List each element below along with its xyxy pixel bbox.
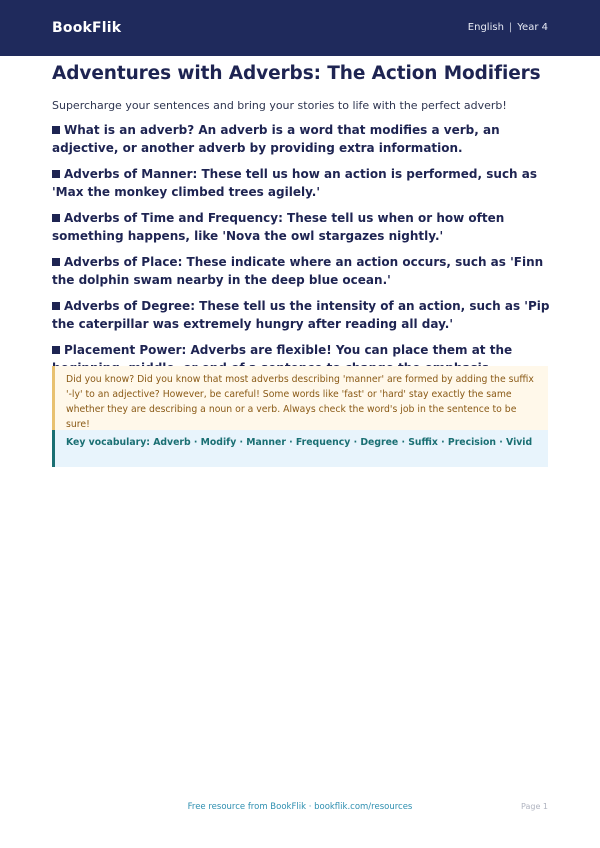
footer-resource-link[interactable]: Free resource from BookFlik · bookflik.com/resources (187, 802, 413, 812)
page-title: Adventures with Adverbs: The Action Modifiers (52, 63, 541, 84)
key-vocabulary-box (52, 430, 548, 467)
list-item (52, 165, 552, 201)
top-header-bar (0, 0, 600, 56)
square-bullet-icon (52, 126, 60, 134)
key-points-list (52, 121, 552, 385)
square-bullet-icon (52, 346, 60, 354)
list-item-text: Placement Power: Adverbs are flexible! You can place them at the (64, 343, 513, 357)
subject-label: English (467, 22, 504, 33)
square-bullet-icon (52, 302, 60, 310)
list-item-text: Adverbs of Place: These indicate where an action occurs, such as 'Finn the dolphin swam nearby in the deep blue ocean.' (52, 255, 544, 287)
page-subtitle: Supercharge your sentences and bring your stories to life with the perfect adverb! (52, 99, 507, 112)
header-meta (468, 0, 548, 56)
list-item (52, 253, 552, 289)
callout-text: Did you know? Did you know that most adverbs describing 'manner' are formed by adding the suffix '-ly' to an adjective? However, be careful! Some words like 'fast' or 'hard' stay exactly the same whether they are describing a noun or a verb. Always check the word's job in the sentence to be sure! (66, 374, 534, 430)
square-bullet-icon (52, 170, 60, 178)
list-item-text: Adverbs of Time and Frequency: These tell us when or how often something happens, like 'Nova the owl stargazes nightly.' (52, 211, 505, 243)
brand-logo-text[interactable]: BookFlik (52, 20, 122, 36)
list-item (52, 209, 552, 245)
year-label: Year 4 (517, 22, 548, 33)
list-item (52, 297, 552, 333)
list-item-text: What is an adverb? An adverb is a word that modifies a verb, an adjective, or another adverb by providing extra information. (52, 123, 500, 155)
list-item (52, 121, 552, 157)
page-number: Page 1 (521, 802, 548, 811)
list-item-text: Adverbs of Degree: These tell us the intensity of an action, such as 'Pip the caterpillar was extremely hungry after reading all day.' (52, 299, 550, 331)
square-bullet-icon (52, 214, 60, 222)
list-item-text: Adverbs of Manner: These tell us how an action is performed, such as 'Max the monkey climbed trees agilely.' (52, 167, 538, 199)
vocabulary-text: Key vocabulary: Adverb · Modify · Manner · Frequency · Degree · Suffix · Precision · Vivid (66, 437, 533, 448)
meta-separator: | (508, 22, 513, 33)
square-bullet-icon (52, 258, 60, 266)
did-you-know-callout (52, 366, 548, 439)
